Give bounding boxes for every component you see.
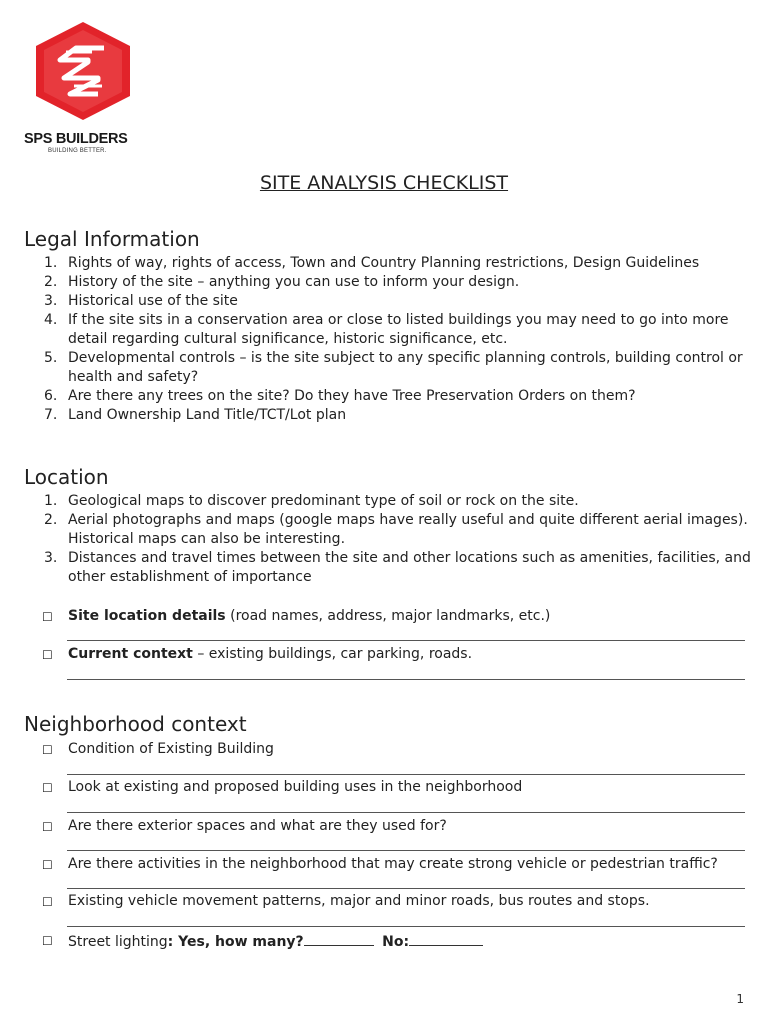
answer-line[interactable] — [67, 888, 745, 889]
page-title: SITE ANALYSIS CHECKLIST — [259, 172, 509, 194]
section-heading-location: Location — [24, 465, 109, 489]
legal-list — [24, 254, 754, 425]
checkbox[interactable]: ☐ — [42, 610, 53, 624]
answer-line[interactable] — [67, 774, 745, 775]
section-heading-neighborhood: Neighborhood context — [24, 712, 247, 736]
checkbox[interactable]: ☐ — [42, 781, 53, 795]
answer-line[interactable] — [67, 640, 745, 641]
list-item: 3. Historical use of the site — [44, 293, 238, 309]
list-item: 7. Land Ownership Land Title/TCT/Lot plan — [44, 407, 347, 423]
location-list — [24, 492, 754, 587]
answer-line[interactable] — [67, 679, 745, 680]
checkbox[interactable]: ☐ — [42, 820, 53, 834]
list-item: 2. History of the site – anything you can use to inform your design. — [44, 274, 520, 290]
checkbox[interactable]: ☐ — [42, 648, 53, 662]
list-item: 4. If the site sits in a conservation area or close to listed buildings you may need to go into more detail regarding cultural significance, historic significance, etc. — [44, 312, 729, 347]
list-item: 5. Developmental controls – is the site subject to any specific planning controls, building control or health and safety? — [44, 350, 743, 385]
answer-line[interactable] — [67, 850, 745, 851]
checkbox[interactable]: ☐ — [42, 895, 53, 909]
checkbox[interactable]: ☐ — [42, 934, 53, 948]
checkbox[interactable]: ☐ — [42, 858, 53, 872]
brand-tagline: BUILDING BETTER. — [48, 148, 107, 154]
list-item: 3. Distances and travel times between the site and other locations such as amenities, facilities, and other establishment of importance — [44, 550, 751, 585]
sps-builders-logo — [36, 22, 130, 120]
brand-name: SPS BUILDERS — [24, 131, 128, 147]
lighting-no-field[interactable] — [409, 931, 483, 946]
answer-line[interactable] — [67, 812, 745, 813]
page-number: 1 — [736, 992, 744, 1006]
list-item: 1. Rights of way, rights of access, Town and Country Planning restrictions, Design Guidelines — [44, 255, 700, 271]
lighting-count-field[interactable] — [304, 931, 374, 946]
list-item: 1. Geological maps to discover predominant type of soil or rock on the site. — [44, 493, 579, 509]
answer-line[interactable] — [67, 926, 745, 927]
checkbox[interactable]: ☐ — [42, 743, 53, 757]
list-item: 2. Aerial photographs and maps (google maps have really useful and quite different aerial images). Historical maps can also be interesting. — [44, 512, 748, 547]
list-item: 6. Are there any trees on the site? Do they have Tree Preservation Orders on them? — [44, 388, 636, 404]
section-heading-legal: Legal Information — [24, 227, 200, 251]
